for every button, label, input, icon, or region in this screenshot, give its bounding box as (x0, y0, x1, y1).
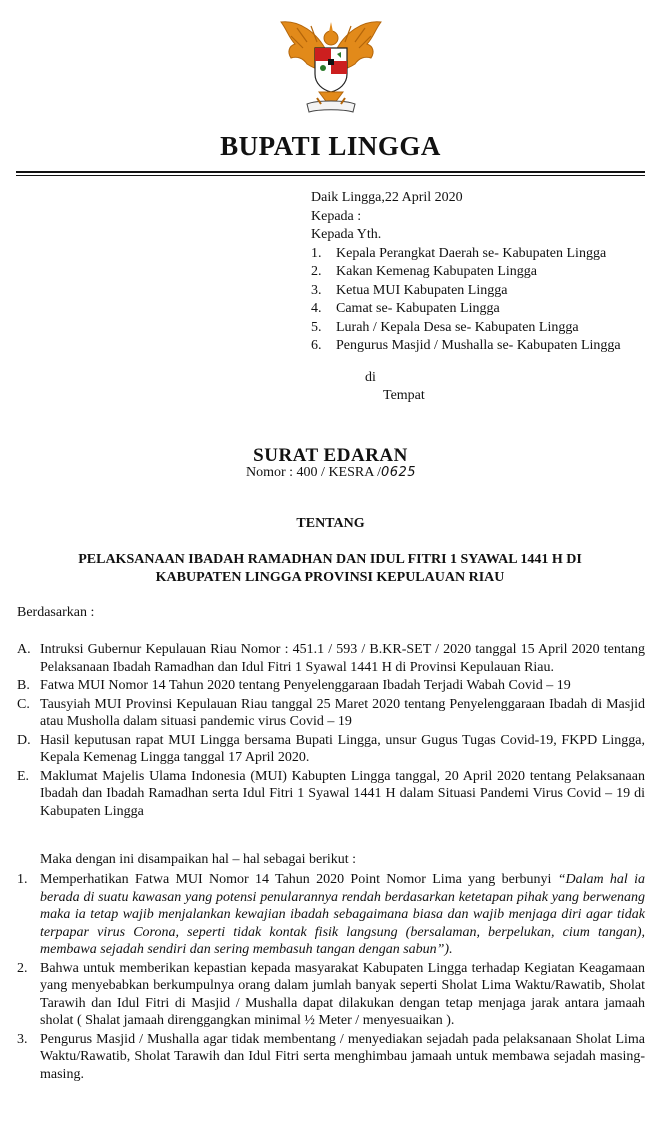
basis-item: A. Intruksi Gubernur Kepulauan Riau Nomor : 451.1 / 593 / B.KR-SET / 2020 tanggal 15 April 2020 tentang Pelaksanaan Ibadah Ramadhan dan Idul Fitri 1 Syawal 1441 H di Provinsi Kepulauan Riau. (17, 642, 645, 675)
point-item: 3. Pengurus Masjid / Mushalla agar tidak membentang / menyediakan sejadah pada pelaksanaan Sholat Lima Waktu/Rawatib, Sholat Tarawih dan Idul Fitri serta menghimbau jamaah untuk membawa sejadah masing-masing. (17, 1031, 645, 1082)
basis-item: E. Maklumat Majelis Ulama Indonesia (MUI) Kabupten Lingga tanggal, 20 April 2020 tentang Pelaksanaan Ibadah dan Ibadah Ramadhan serta Idul Fitri 1 Syawal 1441 H dalam Situasi Pandemi Virus Covid – 19 di Kabupaten Lingga (17, 768, 645, 819)
berdasarkan-label: Berdasarkan : (17, 605, 95, 620)
kepada-yth-label: Kepada Yth. (311, 227, 382, 242)
subject-heading: PELAKSANAAN IBADAH RAMADHAN DAN IDUL FITRI 1 SYAWAL 1441 H DI KABUPATEN LINGGA PROVINSI KEPULAUAN RIAU (78, 552, 582, 585)
point-item: 2. Bahwa untuk memberikan kepastian kepada masyarakat Kabupaten Lingga terhadap Kegiatan Keagamaan yang menyebabkan berkumpulnya orang dalam jumlah banyak seperti Sholat Lima Waktu/Rawatib, Sholat Tarawih dan Idul Fitri di Masjid / Mushalla dapat dilakukan dengan tetap menjaga jarak antara jamaah sholat ( Shalat jamaah direnggangkan minimal ½ Meter / menyesuaikan ). (17, 960, 645, 1028)
recipient-item: 1. Kepala Perangkat Daerah se- Kabupaten Lingga (311, 245, 607, 261)
place-date: Daik Lingga,22 April 2020 (311, 190, 463, 205)
recipient-item: 3. Ketua MUI Kabupaten Lingga (311, 282, 508, 298)
basis-item: B. Fatwa MUI Nomor 14 Tahun 2020 tentang Penyelenggaraan Ibadah Terjadi Wabah Covid – 19 (17, 678, 571, 693)
garuda-pancasila-emblem (277, 12, 385, 124)
kepada-label: Kepada : (311, 208, 362, 224)
tempat-label: Tempat (383, 388, 425, 403)
letter-number: Nomor : 400 / KESRA /0625 (246, 465, 417, 480)
di-label: di (365, 370, 376, 385)
header-divider-thin (16, 175, 645, 176)
tentang-label: TENTANG (296, 516, 365, 531)
handwritten-number: 0625 (380, 465, 417, 480)
points-list (17, 871, 645, 1084)
address-block (311, 189, 621, 356)
letter-type: SURAT EDARAN (253, 445, 408, 466)
basis-list (17, 641, 645, 821)
header-divider (16, 171, 645, 173)
recipient-item: 4. Camat se- Kabupaten Lingga (311, 301, 500, 316)
point-item: 1. Memperhatikan Fatwa MUI Nomor 14 Tahun 2020 Point Nomor Lima yang berbunyi “Dalam hal ia berada di suatu kawasan yang potensi penularannya rendah berdasarkan ketetapan pihak yang berwenang maka ia tetap wajib menjalankan kewajian ibadah sebagaimana biasa dan wajib menjaga diri agar tidak terpapar virus Corona, seperti tidak kontak fisik langsung (bersalaman, berpelukan, cium tangan), membawa sejadah sendiri dan sering membasuh tangan dengan sabun”). (17, 872, 645, 957)
recipient-item: 5. Lurah / Kepala Desa se- Kabupaten Lingga (311, 319, 579, 335)
basis-item: D. Hasil keputusan rapat MUI Lingga bersama Bupati Lingga, unsur Gugus Tugas Covid-19, FKPD Lingga, Kepala Kemenag Lingga tanggal 17 April 2020. (17, 732, 645, 765)
points-intro: Maka dengan ini disampaikan hal – hal sebagai berikut : (40, 852, 357, 867)
recipient-item: 6. Pengurus Masjid / Mushalla se- Kabupaten Lingga (311, 338, 621, 353)
issuer-title: BUPATI LINGGA (220, 131, 441, 161)
recipient-item: 2. Kakan Kemenag Kabupaten Lingga (311, 264, 537, 279)
recipient-list (311, 245, 621, 356)
basis-item: C. Tausyiah MUI Provinsi Kepulauan Riau tanggal 25 Maret 2020 tentang Penyelenggaraan Ibadah di Masjid atau Musholla dalam situasi pandemic virus Covid – 19 (17, 696, 645, 729)
